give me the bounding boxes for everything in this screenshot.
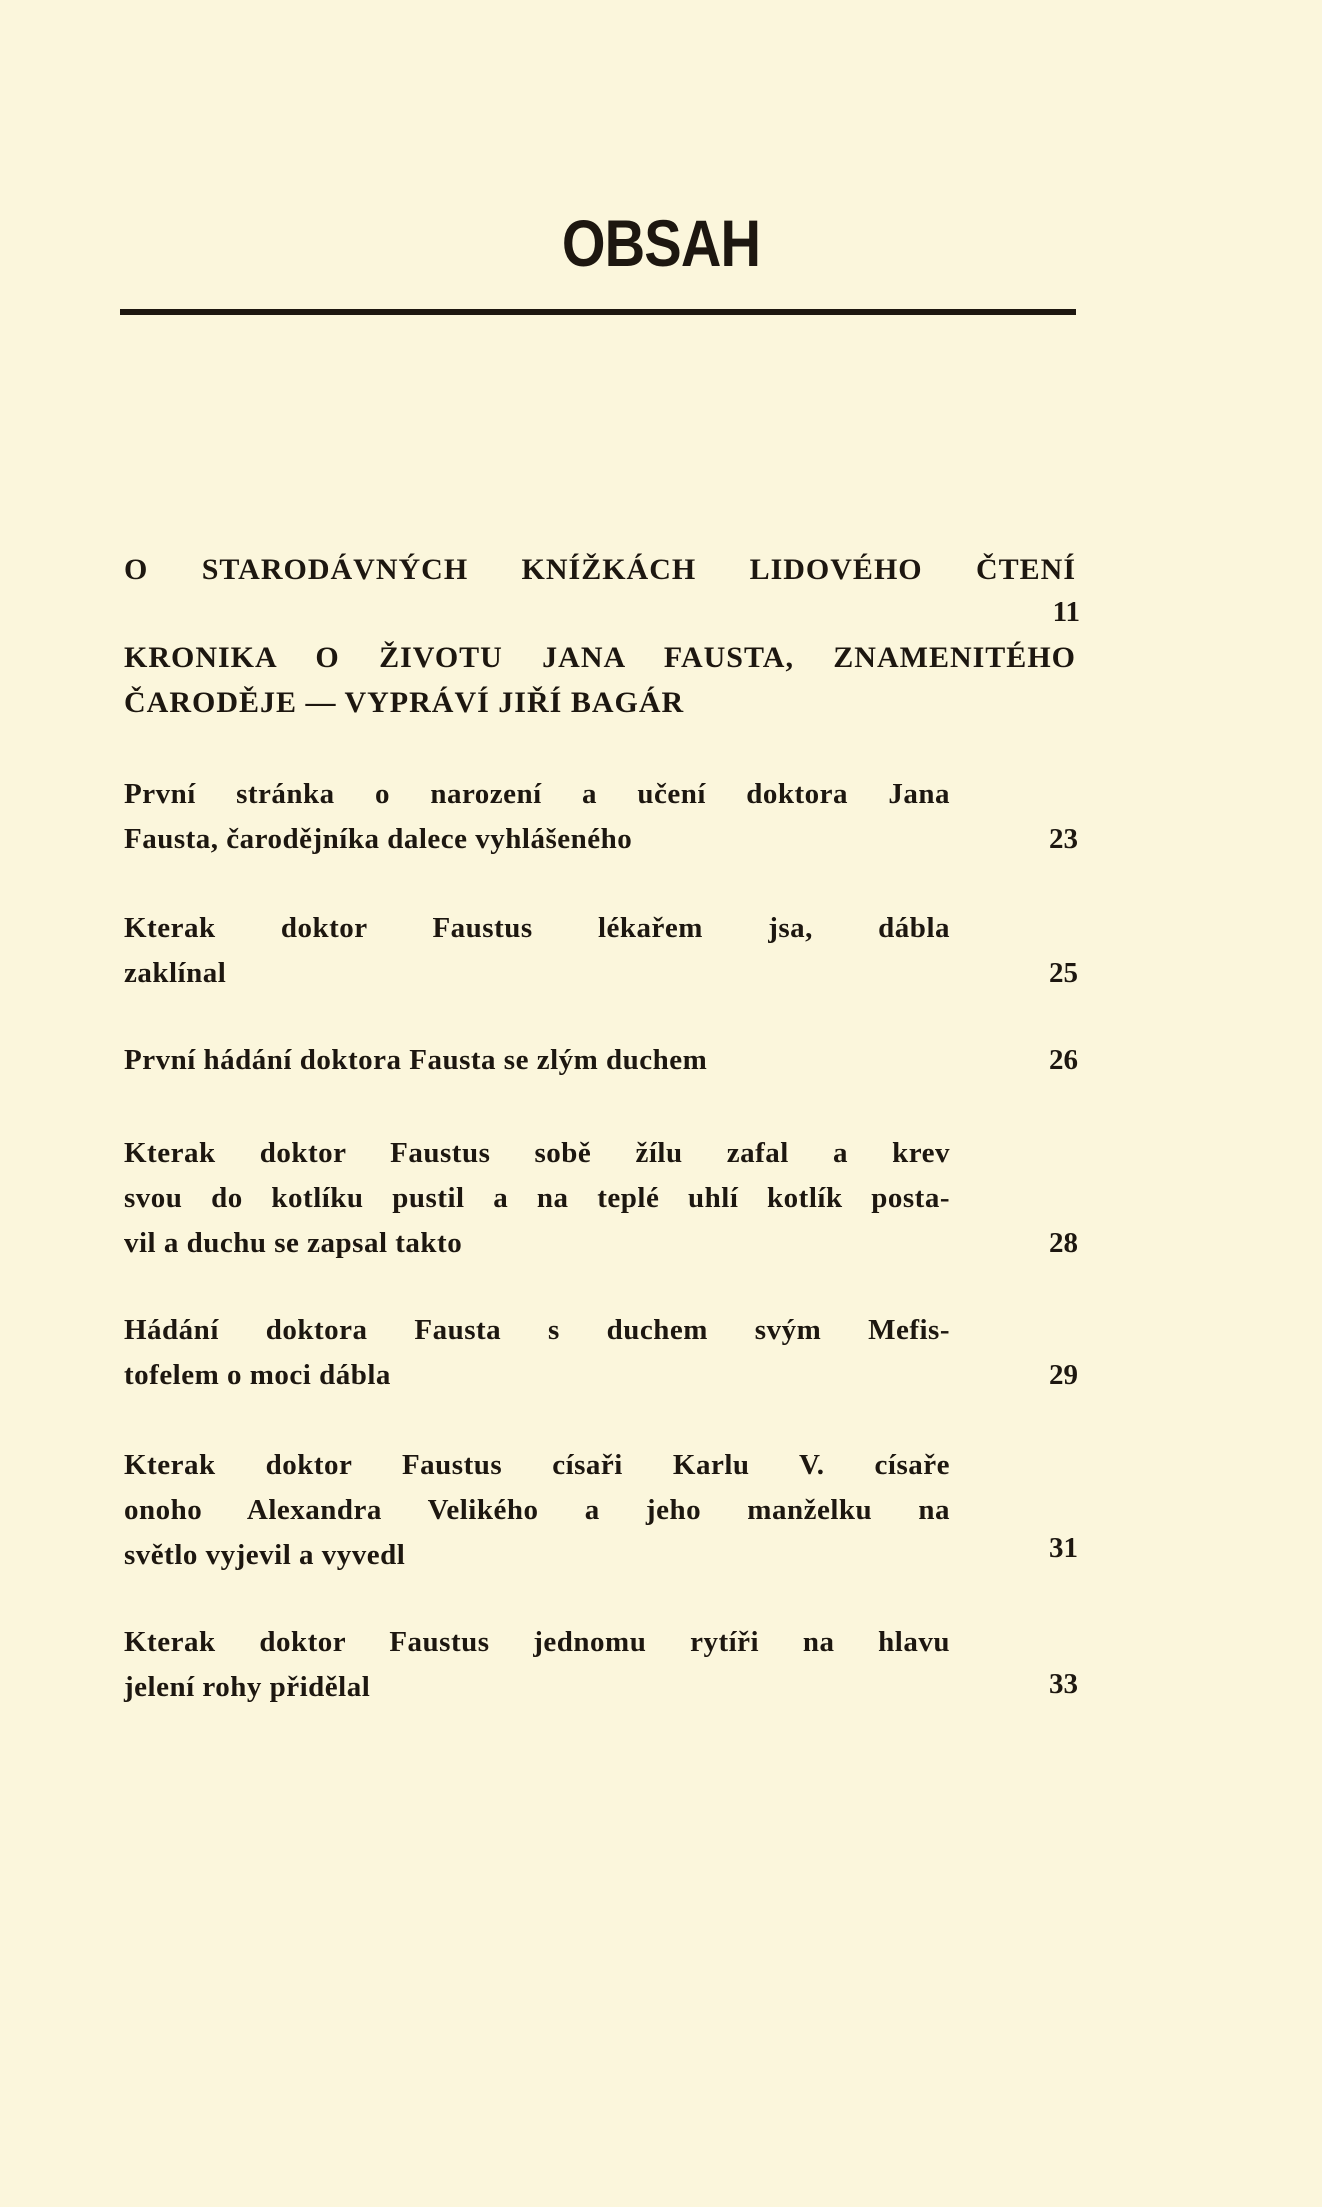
page-number: 31: [1049, 1532, 1078, 1564]
entry-line: vil a duchu se zapsal takto: [124, 1227, 463, 1259]
page-number: 33: [1049, 1668, 1078, 1700]
entry-line: Kterak doktor Faustus císaři Karlu V. císaře: [124, 1449, 950, 1481]
entry-line: Fausta, čarodějníka dalece vyhlášeného: [124, 823, 633, 855]
entry-line: Hádání doktora Fausta s duchem svým Mefis-: [124, 1314, 950, 1346]
section-line: O STARODÁVNÝCH KNÍŽKÁCH LIDOVÉHO ČTENÍ: [124, 553, 1076, 586]
entry-line: jelení rohy přidělal: [124, 1671, 371, 1703]
page-title: OBSAH: [561, 206, 761, 280]
page-number: 11: [1052, 596, 1080, 628]
page-number: 25: [1049, 957, 1078, 989]
entry-line: Kterak doktor Faustus sobě žílu zafal a krev: [124, 1137, 950, 1169]
entry-line: onoho Alexandra Velikého a jeho manželku na: [124, 1494, 950, 1526]
section-line: KRONIKA O ŽIVOTU JANA FAUSTA, ZNAMENITÉHO: [124, 641, 1076, 674]
page-number: 29: [1049, 1359, 1078, 1391]
title-rule: [120, 309, 1076, 315]
page-number: 23: [1049, 823, 1078, 855]
entry-line: První stránka o narození a učení doktora Jana: [124, 778, 950, 810]
entry-line: zaklínal: [124, 957, 227, 989]
page-number: 28: [1049, 1227, 1078, 1259]
page-number: 26: [1049, 1044, 1078, 1076]
entry-line: Kterak doktor Faustus jednomu rytíři na hlavu: [124, 1626, 950, 1658]
section-line: ČARODĚJE — VYPRÁVÍ JIŘÍ BAGÁR: [124, 686, 685, 719]
entry-line: Kterak doktor Faustus lékařem jsa, dábla: [124, 912, 950, 944]
entry-line: svou do kotlíku pustil a na teplé uhlí kotlík posta-: [124, 1182, 950, 1214]
entry-line: První hádání doktora Fausta se zlým duchem: [124, 1044, 708, 1076]
entry-line: světlo vyjevil a vyvedl: [124, 1539, 406, 1571]
entry-line: tofelem o moci dábla: [124, 1359, 391, 1391]
